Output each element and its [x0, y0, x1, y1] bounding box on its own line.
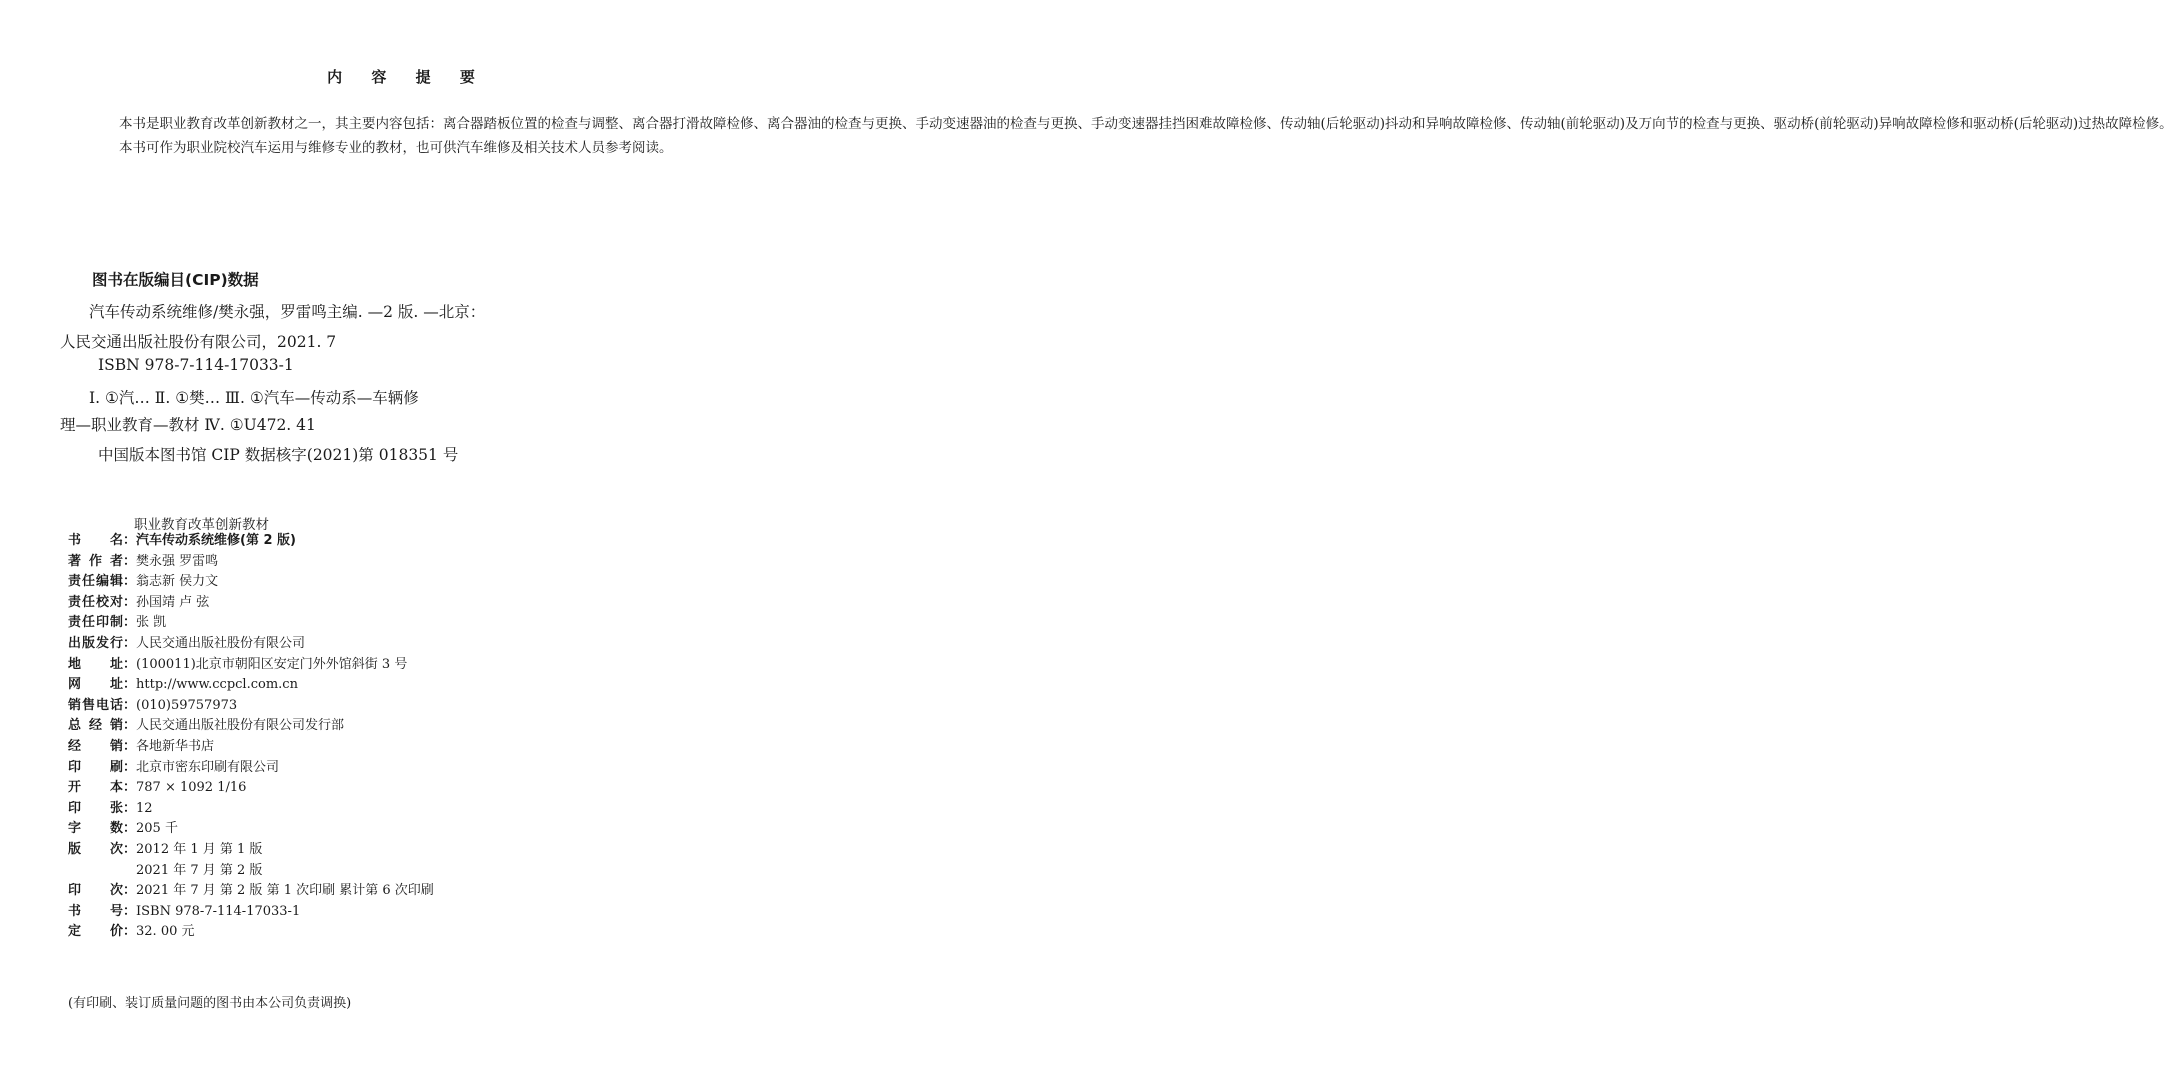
info-row: 地址 ： (100011)北京市朝阳区安定门外外馆斜街 3 号: [68, 655, 434, 676]
info-row: 责任编辑 ： 翁志新 侯力文: [68, 572, 434, 593]
info-label: 责任印制: [68, 615, 123, 631]
publication-info: [68, 531, 434, 943]
info-row-title: 书名 ： 汽车传动系统维修(第 2 版): [68, 531, 434, 552]
info-value: 人民交通出版社股份有限公司: [136, 635, 306, 651]
info-label: 地址: [68, 656, 123, 672]
info-label: 开本: [68, 780, 123, 796]
cip-line-1: 汽车传动系统维修/樊永强，罗雷鸣主编. —2 版. —北京：: [89, 303, 486, 321]
quality-note: (有印刷、装订质量问题的图书由本公司负责调换): [68, 996, 352, 1011]
info-label: 责任编辑: [68, 574, 123, 590]
info-row: 责任校对 ： 孙国靖 卢 弦: [68, 593, 434, 614]
info-value: 北京市密东印刷有限公司: [136, 759, 280, 775]
info-value: 205 千: [136, 821, 178, 837]
info-row: 字数 ： 205 千: [68, 819, 434, 840]
cip-line-5: 理—职业教育—教材 Ⅳ. ①U472. 41: [60, 416, 316, 434]
info-value: 2012 年 1 月 第 1 版: [136, 841, 263, 857]
info-label: 定价: [68, 924, 123, 940]
info-label: 版次: [68, 841, 123, 857]
info-row: 责任印制 ： 张 凯: [68, 613, 434, 634]
info-row-continued: [68, 861, 434, 882]
info-value: 孙国靖 卢 弦: [136, 594, 210, 610]
info-value: 各地新华书店: [136, 738, 215, 754]
info-row: 印次 ： 2021 年 7 月 第 2 版 第 1 次印刷 累计第 6 次印刷: [68, 881, 434, 902]
info-row: 著作者 ： 樊永强 罗雷鸣: [68, 552, 434, 573]
info-row: 印刷 ： 北京市密东印刷有限公司: [68, 758, 434, 779]
cip-line-3: ISBN 978-7-114-17033-1: [98, 356, 294, 374]
info-value: http://www.ccpcl.com.cn: [136, 677, 298, 693]
summary-paragraph-2: 本书可作为职业院校汽车运用与维修专业的教材，也可供汽车维修及相关技术人员参考阅读。: [119, 140, 673, 156]
info-value: 2021 年 7 月 第 2 版 第 1 次印刷 累计第 6 次印刷: [136, 883, 434, 899]
info-label: 印刷: [68, 759, 123, 775]
info-label: 著作者: [68, 553, 123, 569]
info-value: 樊永强 罗雷鸣: [136, 553, 219, 569]
info-row: 销售电话 ： (010)59757973: [68, 696, 434, 717]
info-row: 总经销 ： 人民交通出版社股份有限公司发行部: [68, 716, 434, 737]
info-label: 书号: [68, 903, 123, 919]
info-value: 张 凯: [136, 615, 167, 631]
info-label: 书名: [68, 533, 123, 548]
cip-line-2: 人民交通出版社股份有限公司，2021. 7: [60, 333, 337, 351]
info-label: 销售电话: [68, 697, 123, 713]
info-value: (100011)北京市朝阳区安定门外外馆斜街 3 号: [136, 656, 408, 672]
cip-line-4: Ⅰ. ①汽… Ⅱ. ①樊… Ⅲ. ①汽车—传动系—车辆修: [89, 389, 419, 407]
info-row: 书号 ： ISBN 978-7-114-17033-1: [68, 902, 434, 923]
info-row: 经销 ： 各地新华书店: [68, 737, 434, 758]
info-row: 开本 ： 787 × 1092 1/16: [68, 778, 434, 799]
info-row: 定价 ： 32. 00 元: [68, 922, 434, 943]
info-value: 人民交通出版社股份有限公司发行部: [136, 718, 345, 734]
info-value: 787 × 1092 1/16: [136, 780, 247, 796]
info-value: 翁志新 侯力文: [136, 574, 219, 590]
summary-body: [92, 112, 2173, 160]
info-value: 12: [136, 800, 153, 816]
summary-paragraph-1: 本书是职业教育改革创新教材之一，其主要内容包括：离合器踏板位置的检查与调整、离合器打滑故障检修、离合器油的检查与更换、手动变速器油的检查与更换、手动变速器挂挡困难故障检修、传动轴(后轮驱动)抖动和异响故障检修、传动轴(前轮驱动)及万向节的检查与更换、驱动桥(前轮驱动)异响故障检修和驱动桥(后轮驱动)过热故障检修。: [119, 116, 2173, 132]
info-label: 印次: [68, 883, 123, 899]
series-name: 职业教育改革创新教材: [134, 517, 269, 533]
info-label: 印张: [68, 800, 123, 816]
info-row: 网址 ： http://www.ccpcl.com.cn: [68, 675, 434, 696]
info-label: 网址: [68, 677, 123, 693]
info-row: 出版发行 ： 人民交通出版社股份有限公司: [68, 634, 434, 655]
info-label: 责任校对: [68, 594, 123, 610]
info-row: 版次 ： 2012 年 1 月 第 1 版: [68, 840, 434, 861]
info-label: 经销: [68, 738, 123, 754]
info-row: 印张 ： 12: [68, 799, 434, 820]
info-value: (010)59757973: [136, 697, 238, 713]
info-value: 汽车传动系统维修(第 2 版): [136, 533, 296, 548]
cip-heading: 图书在版编目(CIP)数据: [92, 271, 259, 289]
info-label: 出版发行: [68, 635, 123, 651]
summary-title: 内 容 提 要: [327, 68, 487, 86]
cip-line-6: 中国版本图书馆 CIP 数据核字(2021)第 018351 号: [98, 446, 459, 464]
info-value: 32. 00 元: [136, 924, 195, 940]
info-label: 总经销: [68, 718, 123, 734]
info-label: 字数: [68, 821, 123, 837]
info-value: 2021 年 7 月 第 2 版: [136, 862, 263, 878]
info-value: ISBN 978-7-114-17033-1: [136, 903, 301, 919]
